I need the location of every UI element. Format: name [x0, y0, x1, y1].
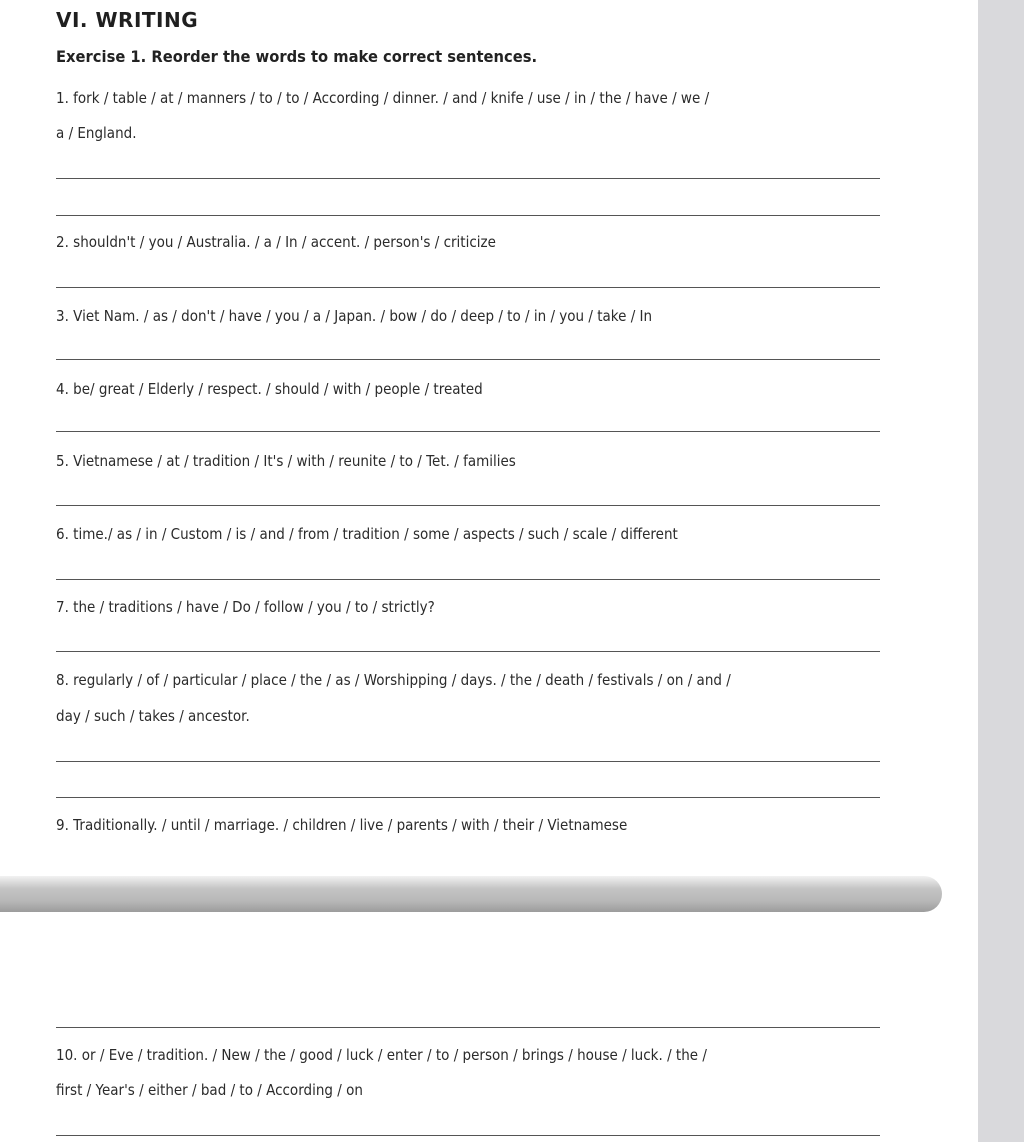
answer-line-8b[interactable]: [56, 797, 880, 798]
item-1-text: 1. fork / table / at / manners / to / to / According / dinner. / and / knife / use / in / the / have / we /: [56, 89, 710, 107]
answer-line-5[interactable]: [56, 505, 880, 506]
item-7-text: 7. the / traditions / have / Do / follow / you / to / strictly?: [56, 598, 435, 616]
page-break-shadow: [0, 876, 942, 912]
answer-line-4[interactable]: [56, 431, 880, 432]
item-3-text: 3. Viet Nam. / as / don't / have / you / a / Japan. / bow / do / deep / to / in / you / take / In: [56, 307, 653, 325]
item-2-text: 2. shouldn't / you / Australia. / a / In / accent. / person's / criticize: [56, 233, 496, 251]
item-10-text-cont: first / Year's / either / bad / to / According / on: [56, 1081, 363, 1099]
answer-line-3[interactable]: [56, 359, 880, 360]
answer-line-6[interactable]: [56, 579, 880, 580]
answer-line-10[interactable]: [56, 1135, 880, 1136]
item-8-text: 8. regularly / of / particular / place / the / as / Worshipping / days. / the / death / festivals / on / and /: [56, 671, 731, 689]
item-4-text: 4. be/ great / Elderly / respect. / should / with / people / treated: [56, 380, 483, 398]
viewer-margin: [978, 0, 1024, 1142]
answer-line-7[interactable]: [56, 651, 880, 652]
item-10-text: 10. or / Eve / tradition. / New / the / good / luck / enter / to / person / brings / house / luck. / the /: [56, 1046, 707, 1064]
item-8-text-cont: day / such / takes / ancestor.: [56, 707, 250, 725]
item-6-text: 6. time./ as / in / Custom / is / and / from / tradition / some / aspects / such / scale / different: [56, 525, 678, 543]
item-1-text-cont: a / England.: [56, 124, 137, 142]
answer-line-1a[interactable]: [56, 178, 880, 179]
answer-line-8a[interactable]: [56, 761, 880, 762]
exercise-instruction: Exercise 1. Reorder the words to make correct sentences.: [56, 47, 538, 66]
section-heading: VI. WRITING: [56, 8, 199, 32]
answer-line-1b[interactable]: [56, 215, 880, 216]
answer-line-9[interactable]: [56, 1027, 880, 1028]
item-5-text: 5. Vietnamese / at / tradition / It's / with / reunite / to / Tet. / families: [56, 452, 516, 470]
item-9-text: 9. Traditionally. / until / marriage. / children / live / parents / with / their / Vietnamese: [56, 816, 628, 834]
answer-line-2[interactable]: [56, 287, 880, 288]
